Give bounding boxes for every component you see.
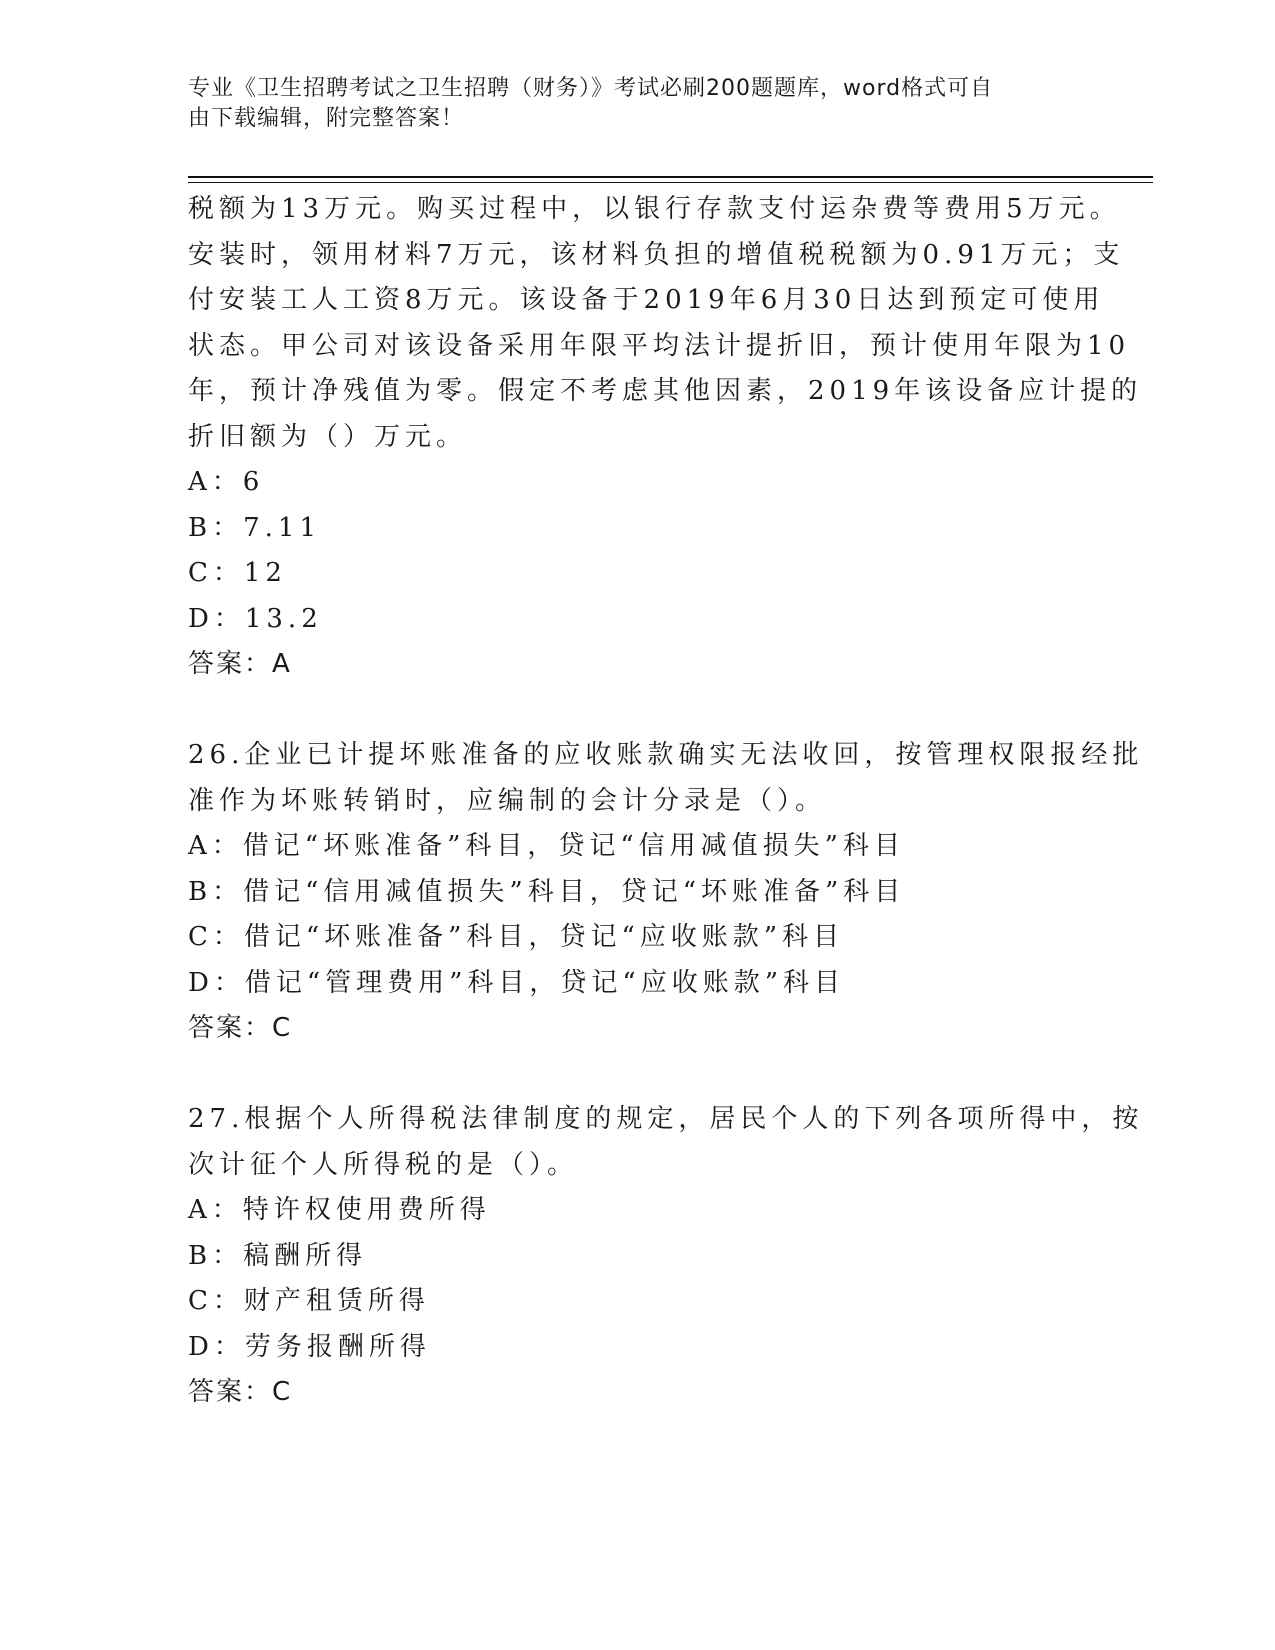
option-b: B：稿酬所得	[188, 1240, 368, 1271]
option-a: A：借记“坏账准备”科目，贷记“信用减值损失”科目	[188, 831, 905, 861]
question-stem-line: 年，预计净残值为零。假定不考虑其他因素，2019年该设备应计提的	[188, 376, 1143, 406]
document-body	[188, 187, 1144, 1416]
header-line-2: 由下载编辑，附完整答案！	[188, 106, 465, 131]
question-stem-line: 安装时，领用材料7万元，该材料负担的增值税税额为0.91万元；支	[188, 239, 1125, 270]
question-stem-line: 状态。甲公司对该设备采用年限平均法计提折旧，预计使用年限为10	[188, 330, 1131, 361]
question-25	[188, 187, 1143, 688]
answer-line: 答案：A	[188, 649, 292, 679]
answer-line: 答案：C	[188, 1377, 293, 1407]
option-a: A：6	[188, 467, 265, 497]
question-stem-line: 次计征个人所得税的是（）。	[188, 1149, 579, 1180]
option-c: C：12	[188, 558, 287, 588]
header-rule-thin	[188, 182, 1153, 183]
spacer	[188, 688, 1088, 734]
question-stem-line: 付安装工人工资8万元。该设备于2019年6月30日达到预定可使用	[188, 285, 1105, 315]
question-stem-line: 折旧额为（）万元。	[188, 421, 468, 452]
header-rule-thick	[188, 176, 1153, 178]
header-line-1: 专业《卫生招聘考试之卫生招聘（财务）》考试必刷200题题库，word格式可自	[188, 76, 994, 101]
option-b: B：7.11	[188, 512, 321, 543]
question-stem-line: 26.企业已计提坏账准备的应收账款确实无法收回，按管理权限报经批	[188, 740, 1144, 770]
option-c: C：借记“坏账准备”科目，贷记“应收账款”科目	[188, 922, 845, 952]
option-c: C：财产租赁所得	[188, 1286, 430, 1316]
question-27	[188, 1097, 1144, 1416]
question-26	[188, 733, 1144, 1052]
question-stem-line: 税额为13万元。购买过程中，以银行存款支付运杂费等费用5万元。	[188, 194, 1121, 224]
option-d: D：劳务报酬所得	[188, 1331, 431, 1362]
option-a: A：特许权使用费所得	[188, 1195, 491, 1225]
document-header	[188, 74, 1068, 134]
spacer	[188, 1052, 1088, 1098]
option-d: D：13.2	[188, 603, 323, 634]
option-d: D：借记“管理费用”科目，贷记“应收账款”科目	[188, 967, 846, 998]
option-b: B：借记“信用减值损失”科目，贷记“坏账准备”科目	[188, 876, 906, 907]
question-stem-line: 准作为坏账转销时，应编制的会计分录是（）。	[188, 785, 827, 816]
question-stem-line: 27.根据个人所得税法律制度的规定，居民个人的下列各项所得中，按	[188, 1104, 1144, 1134]
answer-line: 答案：C	[188, 1013, 293, 1043]
